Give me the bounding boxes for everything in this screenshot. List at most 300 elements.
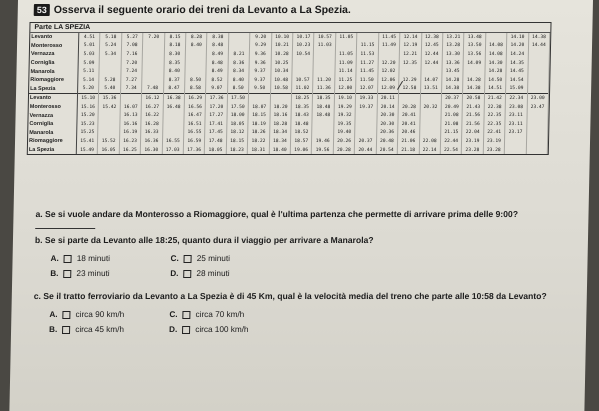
departure-time: 21.08	[441, 120, 463, 129]
departure-time: 18.35	[291, 103, 313, 112]
departure-time: 14.28	[463, 76, 485, 85]
option-label: 18 minuti	[76, 254, 111, 263]
departure-time: 23.11	[505, 120, 527, 129]
departure-time	[420, 94, 442, 103]
departure-time: 22.44	[440, 137, 462, 146]
departure-time: 10.57	[292, 76, 314, 85]
departure-time: 14.30	[485, 59, 507, 68]
departure-time	[313, 67, 335, 76]
departure-time: 8.50	[227, 85, 249, 94]
departure-time: 14.08	[485, 42, 507, 51]
departure-time: 8.58	[185, 85, 207, 94]
departure-time: 8.40	[164, 67, 186, 76]
departure-time: 12.35	[399, 59, 421, 68]
departure-time	[142, 67, 164, 76]
departure-time: 12.02	[378, 67, 400, 76]
departure-time: 18.34	[269, 137, 291, 146]
departure-time: 14.38	[528, 33, 550, 42]
departure-time: 14.28	[442, 76, 464, 85]
departure-time	[419, 129, 441, 138]
departure-time: 12.06	[377, 76, 399, 85]
departure-time	[420, 67, 442, 76]
station-name: Vernazza	[30, 50, 79, 59]
departure-time: 9.20	[250, 33, 272, 42]
option-label: 23 minuti	[76, 269, 110, 278]
departure-time: 23.47	[527, 103, 549, 112]
departure-time: 19.40	[334, 129, 356, 138]
departure-time: 20.11	[377, 94, 399, 103]
departure-time: 14.45	[506, 67, 528, 76]
departure-time	[312, 129, 334, 138]
departure-time: 8.52	[206, 76, 228, 85]
departure-time: 16.51	[184, 120, 206, 129]
departure-time	[526, 120, 548, 129]
station-name: La Spezia	[28, 146, 77, 155]
station-name: Riomaggiore	[29, 76, 78, 85]
departure-time	[228, 33, 250, 42]
departure-time: 10.48	[270, 76, 292, 85]
departure-time: 20.32	[420, 103, 442, 112]
departure-time: 23.19	[462, 137, 484, 146]
departure-time: 22.04	[462, 129, 484, 138]
departure-time: 18.05	[205, 146, 227, 155]
option-label: 25 minuti	[196, 254, 231, 263]
departure-time: 8.34	[228, 67, 250, 76]
question-a	[35, 208, 556, 232]
departure-time: 22.34	[505, 94, 527, 103]
departure-time: 5.20	[78, 85, 100, 94]
departure-time: 18.43	[291, 111, 313, 120]
departure-time: 8.48	[207, 42, 229, 51]
departure-time: 8.38	[207, 33, 229, 42]
option-c-a[interactable]	[49, 310, 169, 319]
departure-time	[314, 50, 336, 59]
departure-time: 16.55	[162, 137, 184, 146]
departure-time: 8.35	[164, 59, 186, 68]
station-name: Riomaggiore	[28, 137, 77, 146]
departure-time: 22.41	[483, 129, 505, 138]
departure-time: 9.36	[249, 59, 271, 68]
departure-time: 20.54	[376, 146, 398, 155]
option-letter: B.	[49, 325, 58, 334]
timetable-row	[30, 50, 550, 59]
departure-time: 14.20	[507, 42, 529, 51]
departure-time: 7.34	[120, 85, 142, 94]
departure-time	[98, 111, 120, 120]
departure-time: 20.28	[398, 103, 420, 112]
departure-time: 15.49	[76, 146, 98, 155]
departure-time: 20.30	[376, 120, 398, 129]
departure-time: 21.56	[462, 111, 484, 120]
departure-time: 12.38	[421, 33, 443, 42]
departure-time: 18.40	[269, 146, 291, 155]
departure-time: 22.35	[484, 120, 506, 129]
questions-section	[33, 208, 556, 346]
departure-time: 17.20	[206, 103, 228, 112]
departure-time: 10.34	[271, 67, 293, 76]
departure-time: 11.27	[356, 59, 378, 68]
departure-time: 15.41	[76, 137, 98, 146]
departure-time: 16.19	[119, 129, 141, 138]
checkbox[interactable]	[183, 270, 191, 278]
question-b-text: b. Se si parte da Levanto alle 18:25, quanto dura il viaggio per arrivare a Manarola?	[34, 235, 374, 245]
departure-time: 20.37	[355, 137, 377, 146]
departure-time: 11.05	[335, 50, 357, 59]
departure-time: 21.18	[397, 146, 419, 155]
station-name: Manarola	[28, 129, 77, 138]
checkbox[interactable]	[63, 270, 71, 278]
departure-time: 20.49	[441, 103, 463, 112]
departure-time: 16.13	[120, 111, 142, 120]
departure-time: 10.54	[292, 50, 314, 59]
departure-time: 14.38	[441, 85, 463, 94]
departure-time: 5.14	[78, 76, 100, 85]
departure-time: 16.12	[142, 94, 164, 103]
departure-time: 16.59	[183, 137, 205, 146]
departure-time: 8.37	[163, 76, 185, 85]
departure-time: 18.23	[226, 146, 248, 155]
station-name: Vernazza	[28, 111, 77, 120]
departure-time: 16.29	[184, 94, 206, 103]
departure-time: 5.34	[100, 50, 122, 59]
departure-time: 17.36	[206, 94, 228, 103]
timetable-row	[29, 85, 549, 94]
departure-time: 19.29	[334, 103, 356, 112]
departure-time: 17.27	[205, 111, 227, 120]
departure-time: 12.20	[378, 59, 400, 68]
departure-time	[527, 111, 549, 120]
departure-time	[399, 67, 421, 76]
timetable-row	[29, 103, 549, 112]
departure-time: 19.32	[334, 111, 356, 120]
departure-time: 10.21	[271, 42, 293, 51]
timetable-row	[28, 146, 548, 155]
option-label: circa 90 km/h	[75, 310, 125, 319]
option-c-d[interactable]	[169, 325, 329, 334]
departure-time: 12.58	[399, 85, 421, 94]
departure-time: 18.19	[248, 120, 270, 129]
departure-time: 12.45	[421, 42, 443, 51]
departure-time: 11.45	[378, 33, 400, 42]
departure-time: 18.52	[291, 129, 313, 138]
departure-time: 7.48	[142, 85, 164, 94]
option-letter: B.	[50, 269, 59, 278]
departure-time: 11.03	[314, 42, 336, 51]
timetable-row	[28, 137, 548, 146]
departure-time: 8.30	[164, 50, 186, 59]
departure-time: 14.08	[485, 50, 507, 59]
departure-time	[527, 67, 549, 76]
departure-time	[463, 67, 485, 76]
station-name: Monterosso	[30, 42, 79, 51]
departure-time: 18.26	[248, 129, 270, 138]
departure-time: 19.33	[356, 94, 378, 103]
departure-time: 18.48	[313, 103, 335, 112]
departure-time: 8.49	[206, 67, 228, 76]
option-b-c[interactable]	[170, 254, 330, 263]
departure-time: 17.50	[227, 94, 249, 103]
departure-time: 12.00	[334, 85, 356, 94]
departure-time: 11.50	[356, 76, 378, 85]
departure-time	[162, 129, 184, 138]
departure-time: 20.46	[398, 129, 420, 138]
checkbox[interactable]	[62, 326, 70, 334]
question-b-options	[50, 254, 555, 278]
departure-time	[120, 94, 142, 103]
timetable-row	[29, 67, 549, 76]
departure-time: 16.56	[184, 103, 206, 112]
departure-time: 5.28	[99, 76, 121, 85]
departure-time	[292, 67, 314, 76]
departure-time: 9.50	[249, 85, 271, 94]
departure-time: 20.37	[441, 94, 463, 103]
departure-time: 10.17	[293, 33, 315, 42]
train-timetable	[27, 22, 552, 155]
departure-time: 14.07	[420, 76, 442, 85]
departure-time: 17.03	[162, 146, 184, 155]
departure-time: 18.15	[248, 111, 270, 120]
departure-time	[142, 50, 164, 59]
departure-time: 9.29	[250, 42, 272, 51]
departure-time: 13.50	[464, 42, 486, 51]
option-letter: A.	[50, 254, 59, 263]
departure-time: 23.11	[505, 111, 527, 120]
departure-time: 8.40	[228, 76, 250, 85]
departure-time: 5.40	[99, 85, 121, 94]
departure-time: 12.29	[399, 76, 421, 85]
departure-time: 11.14	[335, 67, 357, 76]
departure-time: 19.46	[312, 137, 334, 146]
checkbox[interactable]	[182, 326, 190, 334]
departure-time: 18.12	[226, 129, 248, 138]
departure-time: 20.58	[463, 94, 485, 103]
departure-time: 13.51	[420, 85, 442, 94]
timetable-row	[30, 42, 550, 51]
timetable-row	[28, 111, 548, 120]
departure-time: 22.54	[440, 146, 462, 155]
departure-time: 20.41	[398, 120, 420, 129]
departure-time: 16.33	[141, 129, 163, 138]
checkbox[interactable]	[63, 311, 71, 319]
departure-time: 8.18	[164, 42, 186, 51]
checkbox[interactable]	[64, 255, 72, 263]
departure-time	[292, 59, 314, 68]
departure-time	[419, 111, 441, 120]
timetable-row	[28, 129, 548, 138]
timetable-caption: Parte LA SPEZIA	[30, 23, 550, 33]
departure-time: 18.22	[248, 137, 270, 146]
departure-time: 9.36	[250, 50, 272, 59]
option-letter: D.	[170, 269, 179, 278]
option-b-a[interactable]	[50, 254, 170, 263]
departure-time	[485, 33, 507, 42]
departure-time: 10.10	[271, 33, 293, 42]
departure-time: 8.50	[185, 76, 207, 85]
departure-time: 8.28	[186, 33, 208, 42]
timetable-grid	[28, 33, 551, 154]
option-letter: A.	[49, 310, 58, 319]
option-b-d[interactable]	[170, 269, 330, 278]
timetable-row	[28, 120, 548, 129]
departure-time: 12.14	[400, 33, 422, 42]
departure-time	[398, 94, 420, 103]
departure-time: 16.38	[163, 94, 185, 103]
departure-time: 5.24	[100, 42, 122, 51]
answer-blank[interactable]	[35, 228, 95, 229]
departure-time: 12.44	[421, 50, 443, 59]
departure-time: 12.21	[399, 50, 421, 59]
departure-time	[98, 120, 120, 129]
departure-time: 11.45	[356, 67, 378, 76]
departure-time: 15.52	[98, 137, 120, 146]
departure-time: 14.44	[528, 42, 550, 51]
departure-time: 18.34	[269, 129, 291, 138]
departure-time: 12.44	[421, 59, 443, 68]
option-c-c[interactable]	[169, 310, 329, 319]
departure-time: 21.42	[484, 94, 506, 103]
departure-time: 17.41	[205, 120, 227, 129]
question-a-text: a. Se si vuole andare da Monterosso a Riomaggiore, qual è l'ultima partenza che permette di arrivare prima delle 9:00?	[35, 209, 519, 219]
departure-time: 20.26	[333, 137, 355, 146]
station-name: Manarola	[29, 67, 78, 76]
departure-time: 16.05	[98, 146, 120, 155]
departure-time	[314, 59, 336, 68]
station-name: Levanto	[30, 33, 79, 42]
departure-time: 5.11	[78, 67, 100, 76]
option-label: circa 70 km/h	[195, 310, 245, 319]
station-name: Levanto	[29, 94, 78, 103]
departure-time: 8.36	[228, 59, 250, 68]
departure-time: 11.20	[313, 76, 335, 85]
station-name: La Spezia	[29, 85, 78, 94]
departure-time	[185, 59, 207, 68]
departure-time: 20.48	[376, 137, 398, 146]
departure-time: 20.36	[376, 129, 398, 138]
departure-time	[504, 146, 526, 155]
departure-time: 21.56	[462, 120, 484, 129]
departure-time: 11.36	[313, 85, 335, 94]
departure-time: 10.58	[270, 85, 292, 94]
departure-time: 8.49	[207, 50, 229, 59]
departure-time: 21.06	[398, 137, 420, 146]
departure-time: 23.19	[483, 137, 505, 146]
option-label: 28 minuti	[196, 269, 230, 278]
departure-time: 9.37	[249, 67, 271, 76]
departure-time: 13.21	[443, 33, 465, 42]
departure-time: 18.00	[227, 111, 249, 120]
departure-time	[98, 129, 120, 138]
option-letter: C.	[169, 310, 178, 319]
station-name: Corniglia	[28, 120, 77, 129]
departure-time: 8.48	[207, 59, 229, 68]
station-name: Monterosso	[29, 103, 78, 112]
departure-time: 13.36	[442, 59, 464, 68]
departure-time	[526, 146, 548, 155]
departure-time: 15.42	[99, 103, 121, 112]
departure-time: 22.08	[419, 137, 441, 146]
timetable-row	[30, 59, 550, 68]
departure-time	[99, 67, 121, 76]
checkbox[interactable]	[183, 311, 191, 319]
departure-time: 16.07	[120, 103, 142, 112]
handwritten-check-mark: /	[396, 77, 404, 94]
departure-time: 13.56	[464, 50, 486, 59]
timetable-row	[30, 33, 550, 42]
departure-time: 20.30	[377, 111, 399, 120]
departure-time: 18.20	[270, 103, 292, 112]
departure-time: 5.03	[78, 50, 100, 59]
exercise-number: 53	[34, 4, 50, 16]
departure-time: 18.16	[270, 111, 292, 120]
checkbox[interactable]	[184, 255, 192, 263]
departure-time: 14.24	[506, 50, 528, 59]
departure-time: 22.38	[484, 103, 506, 112]
departure-time	[142, 76, 164, 85]
departure-time: 18.15	[226, 137, 248, 146]
departure-time: 5.18	[100, 33, 122, 42]
departure-time	[355, 129, 377, 138]
departure-time: 18.25	[291, 94, 313, 103]
departure-time	[162, 120, 184, 129]
departure-time: 18.57	[291, 137, 313, 146]
departure-time: 23.28	[462, 146, 484, 155]
departure-time	[335, 42, 357, 51]
departure-time: 18.31	[248, 146, 270, 155]
departure-time: 16.23	[119, 137, 141, 146]
departure-time: 15.36	[99, 94, 121, 103]
departure-time: 12.07	[356, 85, 378, 94]
departure-time: 15.09	[506, 85, 528, 94]
departure-time: 11.05	[336, 33, 358, 42]
option-b-b[interactable]	[50, 269, 170, 278]
departure-time: 11.53	[357, 50, 379, 59]
departure-time: 8.40	[185, 42, 207, 51]
departure-time: 5.01	[78, 42, 100, 51]
departure-time: 17.45	[205, 129, 227, 138]
departure-time: 10.28	[271, 50, 293, 59]
departure-time: 19.37	[355, 103, 377, 112]
departure-time	[357, 33, 379, 42]
departure-time: 22.14	[419, 146, 441, 155]
departure-time: 10.25	[271, 59, 293, 68]
departure-time: 12.19	[400, 42, 422, 51]
departure-time	[99, 59, 121, 68]
departure-time: 7.16	[121, 50, 143, 59]
departure-time	[142, 59, 164, 68]
departure-time: 7.20	[121, 59, 143, 68]
departure-time: 16.55	[184, 129, 206, 138]
departure-time: 14.10	[507, 33, 529, 42]
departure-time: 9.37	[249, 76, 271, 85]
departure-time: 14.51	[484, 85, 506, 94]
departure-time: 10.23	[293, 42, 315, 51]
departure-time	[143, 42, 165, 51]
departure-time	[528, 50, 550, 59]
departure-time: 14.35	[506, 59, 528, 68]
option-c-b[interactable]	[49, 325, 169, 334]
station-name: Corniglia	[30, 59, 79, 68]
departure-time: 17.48	[205, 137, 227, 146]
departure-time	[528, 59, 550, 68]
option-label: circa 45 km/h	[75, 325, 125, 334]
departure-time: 7.27	[121, 76, 143, 85]
departure-time: 17.50	[227, 103, 249, 112]
departure-time	[527, 76, 549, 85]
departure-time: 7.08	[121, 42, 143, 51]
departure-time: 11.15	[357, 42, 379, 51]
departure-time: 18.48	[312, 111, 334, 120]
departure-time: 13.30	[442, 50, 464, 59]
